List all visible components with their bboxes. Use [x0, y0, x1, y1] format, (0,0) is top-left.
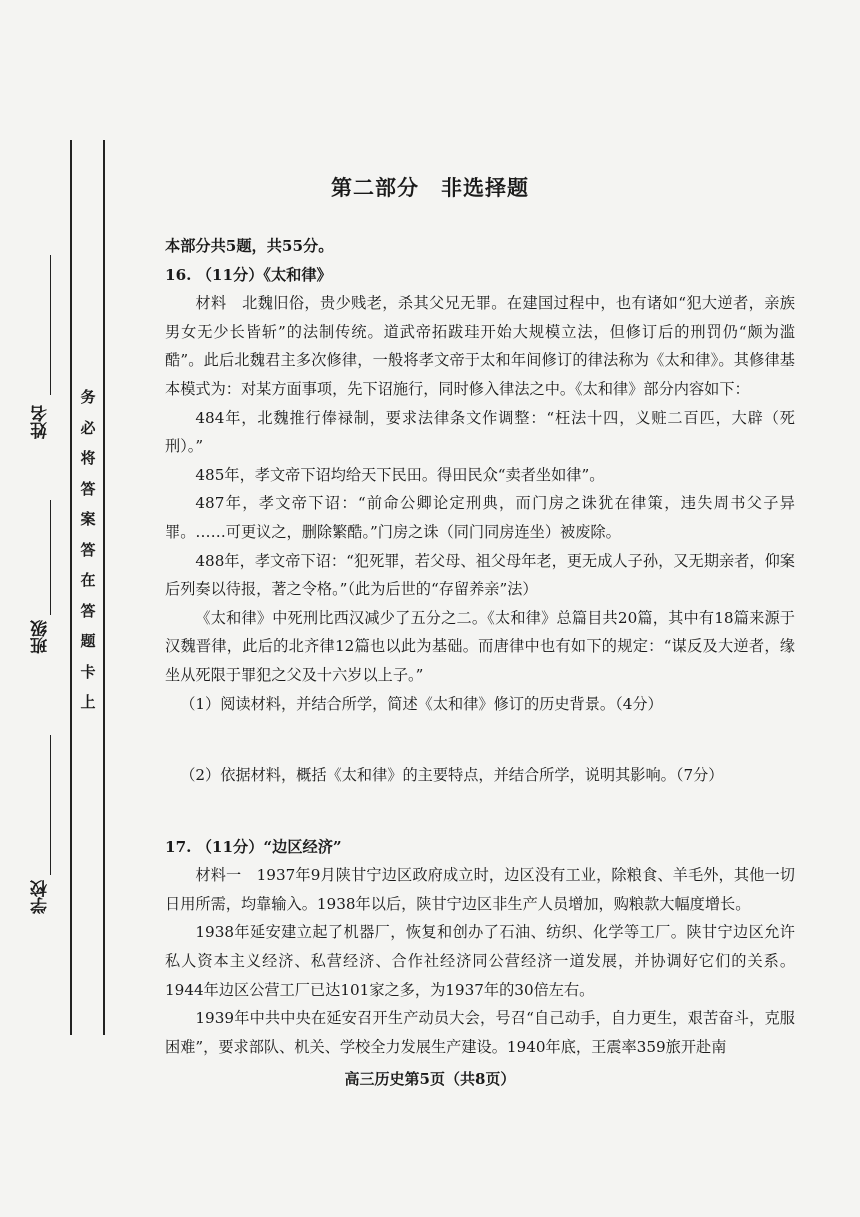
- school-label: 学校: [31, 880, 51, 914]
- school-blank[interactable]: [50, 735, 51, 875]
- q16-item-485: 485年，孝文帝下诏均给天下民田。得田民众“卖者坐如律”。: [195, 465, 605, 484]
- answer-card-notice: [78, 382, 98, 718]
- notice-char: 在: [80, 571, 96, 589]
- notice-char: 题: [80, 632, 96, 650]
- notice-char: 必: [80, 418, 96, 437]
- part-title: 第二部分 非选择题: [331, 175, 529, 200]
- q16-subquestion-2: （2）依据材料，概括《太和律》的主要特点，并结合所学，说明其影响。（7分）: [180, 766, 724, 785]
- q17-material-1-para-2: 1938年延安建立起了机器厂，恢复和创办了石油、纺织、化学等工厂。陕甘宁边区允许私人资本主义经济、私营经济、合作社经济同公营经济一道发展，并协调好它们的关系。1944年边区公营工厂已达101家之多，为1937年的30倍左右。: [165, 923, 795, 999]
- q16-material: 材料 北魏旧俗，贵少贱老，杀其父兄无罪。在建国过程中，也有诸如“犯大逆者，亲族男女无少长皆斩”的法制传统。道武帝拓跋珪开始大规模立法，但修订后的刑罚仍“颇为滥酷”。此后北魏君主多次修律，一般将孝文帝于太和年间修订的律法称为《太和律》。其修律基本模式为：对某方面事项，先下诏施行，同时修入律法之中。《太和律》部分内容如下：: [165, 294, 795, 398]
- notice-char: 务: [80, 388, 96, 406]
- q17-heading: 17. （11分）“边区经济”: [165, 837, 342, 856]
- margin-line-inner: [103, 140, 105, 1035]
- q16-item-487: 487年，孝文帝下诏：“前命公卿论定刑典，而门房之诛犹在律策，违失周书父子异罪。……可更议之，删除繁酷。”门房之诛（同门同房连坐）被废除。: [165, 494, 795, 541]
- notice-char: 案: [80, 510, 96, 528]
- class-blank[interactable]: [50, 500, 51, 615]
- section-intro: 本部分共5题，共55分。: [165, 237, 334, 255]
- page-footer: 高三历史第5页（共8页）: [344, 1070, 516, 1088]
- notice-char: 答: [80, 479, 96, 498]
- notice-char: 上: [80, 693, 96, 711]
- q16-heading: 16. （11分）《太和律》: [165, 265, 332, 284]
- name-blank[interactable]: [50, 255, 51, 395]
- margin-line-outer: [70, 140, 72, 1035]
- name-label: 姓名: [31, 405, 51, 439]
- notice-char: 答: [80, 601, 96, 620]
- q17-material-1-para-3: 1939年中共中央在延安召开生产动员大会，号召“自己动手，自力更生，艰苦奋斗，克服困难”，要求部队、机关、学校全力发展生产建设。1940年底，王震率359旅开赴南: [165, 1009, 795, 1056]
- notice-char: 将: [80, 449, 96, 467]
- q16-subquestion-1: （1）阅读材料，并结合所学，简述《太和律》修订的历史背景。（4分）: [180, 694, 663, 713]
- question-content: [165, 232, 795, 1061]
- q16-item-484: 484年，北魏推行俸禄制，要求法律条文作调整：“枉法十四，义赃二百匹，大辟（死刑）。”: [165, 408, 795, 456]
- class-label: 班级: [31, 620, 51, 654]
- notice-char: 答: [80, 540, 96, 559]
- q16-summary: 《太和律》中死刑比西汉减少了五分之二。《太和律》总篇目共20篇，其中有18篇来源于汉魏晋律，此后的北齐律12篇也以此为基础。而唐律中也有如下的规定：“谋反及大逆者，缘坐从死限于罪犯之父及十六岁以上子。”: [165, 608, 795, 684]
- q17-material-1: 材料一 1937年9月陕甘宁边区政府成立时，边区没有工业，除粮食、羊毛外，其他一切日用所需，均靠输入。1938年以后，陕甘宁边区非生产人员增加，购粮款大幅度增长。: [165, 866, 795, 913]
- q16-item-488: 488年，孝文帝下诏：“犯死罪，若父母、祖父母年老，更无成人子孙，又无期亲者，仰案后列奏以待报，著之令格。”（此为后世的“存留养亲”法）: [165, 551, 795, 599]
- notice-char: 卡: [80, 662, 96, 681]
